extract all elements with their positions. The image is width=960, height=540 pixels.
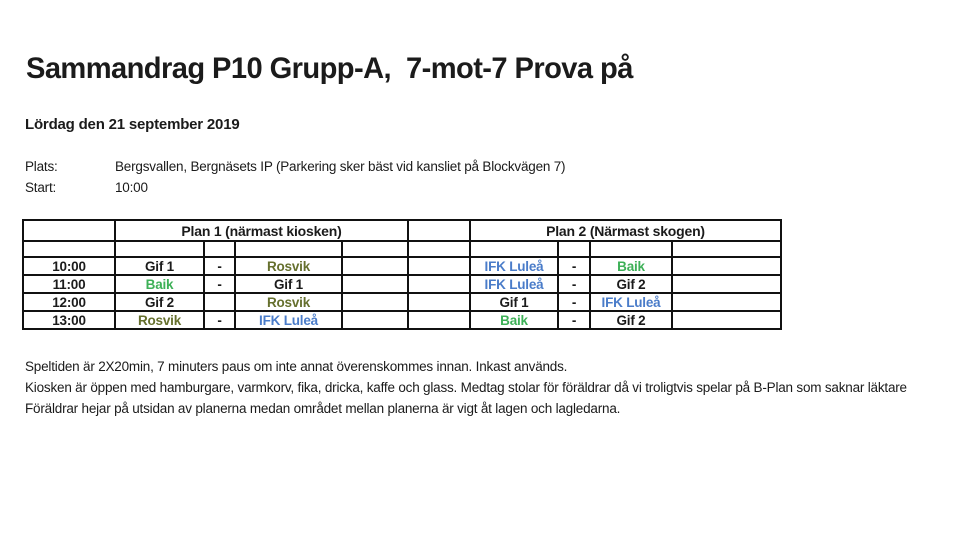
plan1-home-team: Gif 1 <box>115 257 204 275</box>
plan2-separator: - <box>558 275 590 293</box>
note-line-1: Speltiden är 2X20min, 7 minuters paus om inte annat överenskommes innan. Inkast används. <box>25 359 568 374</box>
plan2-away-team: Gif 2 <box>590 311 672 329</box>
gap-cell <box>408 275 470 293</box>
plan1-spare-cell <box>342 275 408 293</box>
table-subheader-row <box>23 241 781 257</box>
plan1-separator <box>204 293 235 311</box>
plan2-separator: - <box>558 311 590 329</box>
plan2-spare-cell <box>672 293 781 311</box>
time-header-cell <box>23 220 115 241</box>
match-time: 13:00 <box>23 311 115 329</box>
gap-cell <box>408 293 470 311</box>
event-meta <box>25 156 565 198</box>
footer-notes <box>25 356 955 419</box>
plan1-header: Plan 1 (närmast kiosken) <box>115 220 408 241</box>
plan1-home-team: Gif 2 <box>115 293 204 311</box>
match-row-1200 <box>23 293 781 311</box>
plan2-home-team: IFK Luleå <box>470 257 558 275</box>
plan1-separator: - <box>204 275 235 293</box>
gap-cell <box>408 257 470 275</box>
plan1-home-team: Baik <box>115 275 204 293</box>
meta-row-plats <box>25 156 565 177</box>
plan2-home-team: Gif 1 <box>470 293 558 311</box>
plan2-separator: - <box>558 257 590 275</box>
plan2-away-team: Baik <box>590 257 672 275</box>
plan2-spare-cell <box>672 311 781 329</box>
plan2-separator: - <box>558 293 590 311</box>
table-header-row <box>23 220 781 241</box>
plan1-away-team: IFK Luleå <box>235 311 342 329</box>
plan2-header: Plan 2 (Närmast skogen) <box>470 220 781 241</box>
start-label: Start: <box>25 180 57 195</box>
match-row-1100 <box>23 275 781 293</box>
match-time: 12:00 <box>23 293 115 311</box>
plan1-spare-cell <box>342 311 408 329</box>
plan2-spare-cell <box>672 257 781 275</box>
page-title: Sammandrag P10 Grupp-A, 7-mot-7 Prova på <box>26 52 633 85</box>
match-time: 11:00 <box>23 275 115 293</box>
plan2-spare-cell <box>672 275 781 293</box>
match-row-1000 <box>23 257 781 275</box>
meta-row-start <box>25 177 565 198</box>
plan2-away-team: Gif 2 <box>590 275 672 293</box>
plan1-separator: - <box>204 257 235 275</box>
gap-cell <box>408 311 470 329</box>
plan1-away-team: Gif 1 <box>235 275 342 293</box>
date-heading: Lördag den 21 september 2019 <box>25 116 240 133</box>
start-value: 10:00 <box>115 180 148 195</box>
gap-header-cell <box>408 220 470 241</box>
match-row-1300 <box>23 311 781 329</box>
plats-value: Bergsvallen, Bergnäsets IP (Parkering sker bäst vid kansliet på Blockvägen 7) <box>115 159 566 174</box>
plan1-separator: - <box>204 311 235 329</box>
plan1-spare-cell <box>342 257 408 275</box>
plan1-away-team: Rosvik <box>235 257 342 275</box>
note-line-2: Kiosken är öppen med hamburgare, varmkorv, fika, dricka, kaffe och glass. Medtag stolar för föräldrar då vi troligtvis spelar på B-Plan som saknar läktare <box>25 380 907 395</box>
plan2-home-team: IFK Luleå <box>470 275 558 293</box>
match-time: 10:00 <box>23 257 115 275</box>
match-schedule-table <box>22 219 782 330</box>
plan1-home-team: Rosvik <box>115 311 204 329</box>
plats-label: Plats: <box>25 159 58 174</box>
plan1-spare-cell <box>342 293 408 311</box>
plan1-away-team: Rosvik <box>235 293 342 311</box>
plan2-home-team: Baik <box>470 311 558 329</box>
plan2-away-team: IFK Luleå <box>590 293 672 311</box>
note-line-3: Föräldrar hejar på utsidan av planerna medan området mellan planerna är vigt åt lagen och lagledarna. <box>25 401 621 416</box>
